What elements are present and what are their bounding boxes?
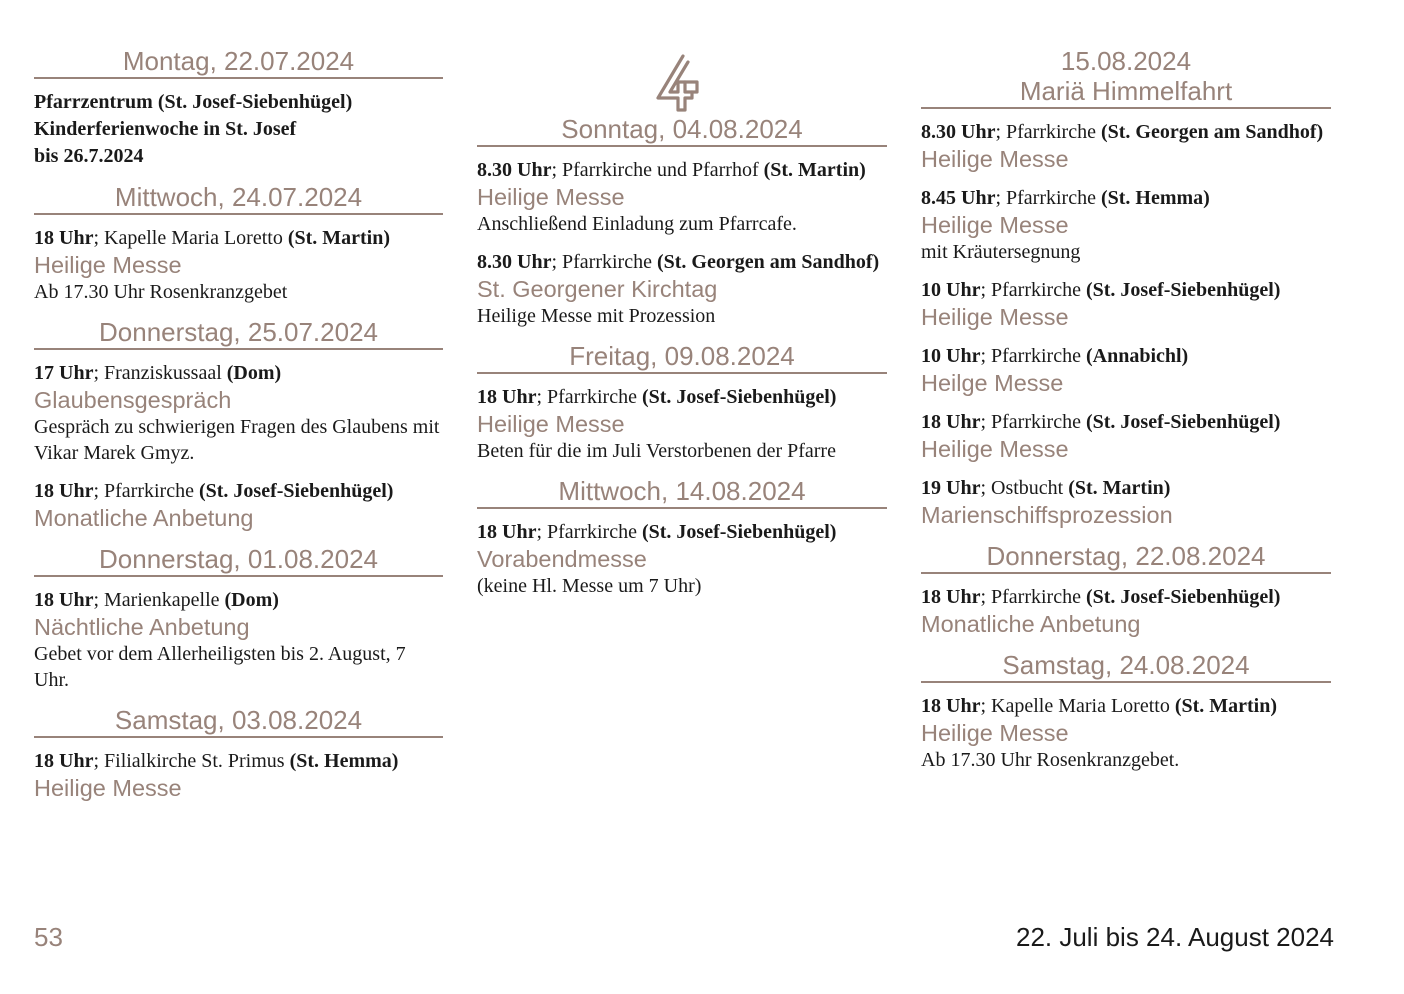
event-description: Ab 17.30 Uhr Rosenkranzgebet. xyxy=(921,749,1180,771)
event-entry xyxy=(34,225,443,305)
event-title: Nächtliche Anbetung xyxy=(34,614,250,640)
event-entry xyxy=(921,584,1331,638)
event-place: ; Pfarrkirche xyxy=(980,345,1086,367)
event-title: Monatliche Anbetung xyxy=(921,611,1141,637)
event-place: ; Pfarrkirche xyxy=(995,121,1101,143)
event-time-line xyxy=(477,249,887,276)
event-time-line xyxy=(921,185,1331,212)
event-time: 18 Uhr xyxy=(921,411,981,433)
event-description: Gespräch zu schwierigen Fragen des Glaubens mit Vikar Marek Gmyz. xyxy=(34,416,440,464)
event-place: ; Pfarrkirche xyxy=(980,411,1086,433)
event-title: Heilige Messe xyxy=(34,775,182,801)
event-entry xyxy=(34,89,443,170)
event-parish: (St. Hemma) xyxy=(289,750,399,772)
event-time-line xyxy=(921,475,1331,502)
event-parish: (St. Josef-Siebenhügel) xyxy=(1085,411,1281,433)
event-parish: (St. Martin) xyxy=(1174,695,1278,717)
event-time: 18 Uhr xyxy=(921,695,981,717)
event-place: ; Franziskussaal xyxy=(93,362,227,384)
event-title: Heilige Messe xyxy=(477,411,625,437)
event-parish: (St. Martin) xyxy=(287,227,391,249)
event-parish: (St. Georgen am Sandhof) xyxy=(1100,121,1324,143)
event-entry xyxy=(477,384,887,464)
event-parish: (St. Georgen am Sandhof) xyxy=(656,251,880,273)
event-place: ; Pfarrkirche xyxy=(536,386,642,408)
event-parish: (St. Josef-Siebenhügel) xyxy=(1085,586,1281,608)
event-time-line xyxy=(921,343,1331,370)
event-entry xyxy=(34,478,443,532)
event-title: Heilige Messe xyxy=(34,252,182,278)
event-time-line xyxy=(477,157,887,184)
event-parish: (Annabichl) xyxy=(1085,345,1189,367)
event-entry xyxy=(921,475,1331,529)
event-title: Marienschiffsprozession xyxy=(921,502,1173,528)
event-entry xyxy=(477,249,887,329)
event-entry xyxy=(921,119,1331,173)
event-description: Gebet vor dem Allerheiligsten bis 2. August, 7 Uhr. xyxy=(34,643,406,691)
date-heading: Donnerstag, 01.08.2024 xyxy=(34,544,443,577)
page-number: 53 xyxy=(34,922,63,952)
event-time-line xyxy=(34,360,443,387)
column-3 xyxy=(921,46,1331,785)
event-time-line xyxy=(34,587,443,614)
event-location: Pfarrzentrum (St. Josef-Siebenhügel) xyxy=(34,91,353,113)
event-description: mit Kräutersegnung xyxy=(921,241,1081,263)
event-time-line xyxy=(921,584,1331,611)
event-place: ; Pfarrkirche xyxy=(536,521,642,543)
event-entry xyxy=(477,157,887,237)
event-place: ; Marienkapelle xyxy=(93,589,225,611)
event-time-line xyxy=(921,409,1331,436)
event-parish: (St. Martin) xyxy=(763,159,866,181)
date-heading: Mittwoch, 14.08.2024 xyxy=(477,476,887,509)
event-description: Anschließend Einladung zum Pfarrcafe. xyxy=(477,213,797,235)
date-heading-feast: Mariä Himmelfahrt xyxy=(1019,76,1233,106)
event-description: Heilige Messe mit Prozession xyxy=(477,305,716,327)
event-title: Heilige Messe xyxy=(921,146,1069,172)
event-parish: (St. Martin) xyxy=(1068,477,1171,499)
event-time-line xyxy=(921,693,1331,720)
event-time-line xyxy=(34,225,443,252)
event-place: ; Kapelle Maria Loretto xyxy=(93,227,288,249)
event-parish: (Dom) xyxy=(226,362,282,384)
event-place: ; Pfarrkirche xyxy=(980,586,1086,608)
date-heading: Donnerstag, 25.07.2024 xyxy=(34,317,443,350)
cross-logo-icon xyxy=(652,52,712,114)
event-entry xyxy=(477,519,887,599)
column-2 xyxy=(477,46,887,611)
event-period: bis 26.7.2024 xyxy=(34,145,144,167)
date-heading: Sonntag, 04.08.2024 xyxy=(477,114,887,147)
event-entry xyxy=(34,748,443,802)
event-time: 8.45 Uhr xyxy=(921,187,996,209)
date-heading: Montag, 22.07.2024 xyxy=(34,46,443,79)
event-place: ; Pfarrkirche xyxy=(995,187,1101,209)
event-time: 10 Uhr xyxy=(921,345,981,367)
event-parish: (St. Josef-Siebenhügel) xyxy=(641,521,837,543)
event-time-line xyxy=(921,277,1331,304)
event-parish: (St. Josef-Siebenhügel) xyxy=(198,480,394,502)
event-time-line xyxy=(921,119,1331,146)
date-heading: Freitag, 09.08.2024 xyxy=(477,341,887,374)
event-entry xyxy=(921,343,1331,397)
event-description: Ab 17.30 Uhr Rosenkranzgebet xyxy=(34,281,288,303)
event-time: 18 Uhr xyxy=(477,521,537,543)
event-time: 17 Uhr xyxy=(34,362,94,384)
event-time-line xyxy=(34,748,443,775)
event-title: Kinderferienwoche in St. Josef xyxy=(34,118,297,140)
date-heading: Samstag, 03.08.2024 xyxy=(34,705,443,738)
event-time-line xyxy=(34,478,443,505)
event-parish: (Dom) xyxy=(224,589,279,611)
event-place: ; Pfarrkirche xyxy=(551,251,657,273)
event-entry xyxy=(34,360,443,466)
event-entry xyxy=(921,409,1331,463)
event-time: 8.30 Uhr xyxy=(477,251,552,273)
event-place: ; Filialkirche St. Primus xyxy=(93,750,290,772)
event-time: 10 Uhr xyxy=(921,279,981,301)
event-parish: (St. Josef-Siebenhügel) xyxy=(641,386,837,408)
event-time: 8.30 Uhr xyxy=(921,121,996,143)
event-title: Heilige Messe xyxy=(921,436,1069,462)
event-title: Heilige Messe xyxy=(477,184,625,210)
event-time-line xyxy=(477,384,887,411)
event-place: ; Pfarrkirche und Pfarrhof xyxy=(551,159,764,181)
event-time: 18 Uhr xyxy=(34,480,94,502)
event-parish: (St. Hemma) xyxy=(1100,187,1210,209)
event-time: 18 Uhr xyxy=(477,386,537,408)
date-heading-date: 15.08.2024 xyxy=(1060,46,1192,76)
event-title: Heilige Messe xyxy=(921,720,1069,746)
event-time-line xyxy=(477,519,887,546)
date-heading: Mittwoch, 24.07.2024 xyxy=(34,182,443,215)
event-place: ; Kapelle Maria Loretto xyxy=(980,695,1175,717)
column-1 xyxy=(34,46,443,814)
event-title: Heilige Messe xyxy=(921,304,1069,330)
event-title: Heilge Messe xyxy=(921,370,1064,396)
event-parish: (St. Josef-Siebenhügel) xyxy=(1085,279,1281,301)
event-title: Heilige Messe xyxy=(921,212,1069,238)
event-time: 8.30 Uhr xyxy=(477,159,552,181)
event-description: (keine Hl. Messe um 7 Uhr) xyxy=(477,575,702,597)
event-place: ; Pfarrkirche xyxy=(980,279,1086,301)
event-entry xyxy=(921,693,1331,773)
event-entry xyxy=(921,185,1331,265)
event-time: 19 Uhr xyxy=(921,477,981,499)
event-time: 18 Uhr xyxy=(34,589,94,611)
event-place: ; Ostbucht xyxy=(980,477,1069,499)
event-place: ; Pfarrkirche xyxy=(93,480,199,502)
event-title: Monatliche Anbetung xyxy=(34,505,254,531)
event-entry xyxy=(921,277,1331,331)
event-title: Vorabendmesse xyxy=(477,546,647,572)
event-description: Beten für die im Juli Verstorbenen der Pfarre xyxy=(477,440,836,462)
event-title: Glaubensgespräch xyxy=(34,387,232,413)
footer-date-range: 22. Juli bis 24. August 2024 xyxy=(1015,922,1334,952)
event-title: St. Georgener Kirchtag xyxy=(477,276,718,302)
date-heading xyxy=(921,46,1331,109)
event-time: 18 Uhr xyxy=(34,750,94,772)
date-heading: Samstag, 24.08.2024 xyxy=(921,650,1331,683)
event-time: 18 Uhr xyxy=(921,586,981,608)
date-heading: Donnerstag, 22.08.2024 xyxy=(921,541,1331,574)
event-time: 18 Uhr xyxy=(34,227,94,249)
event-entry xyxy=(34,587,443,693)
